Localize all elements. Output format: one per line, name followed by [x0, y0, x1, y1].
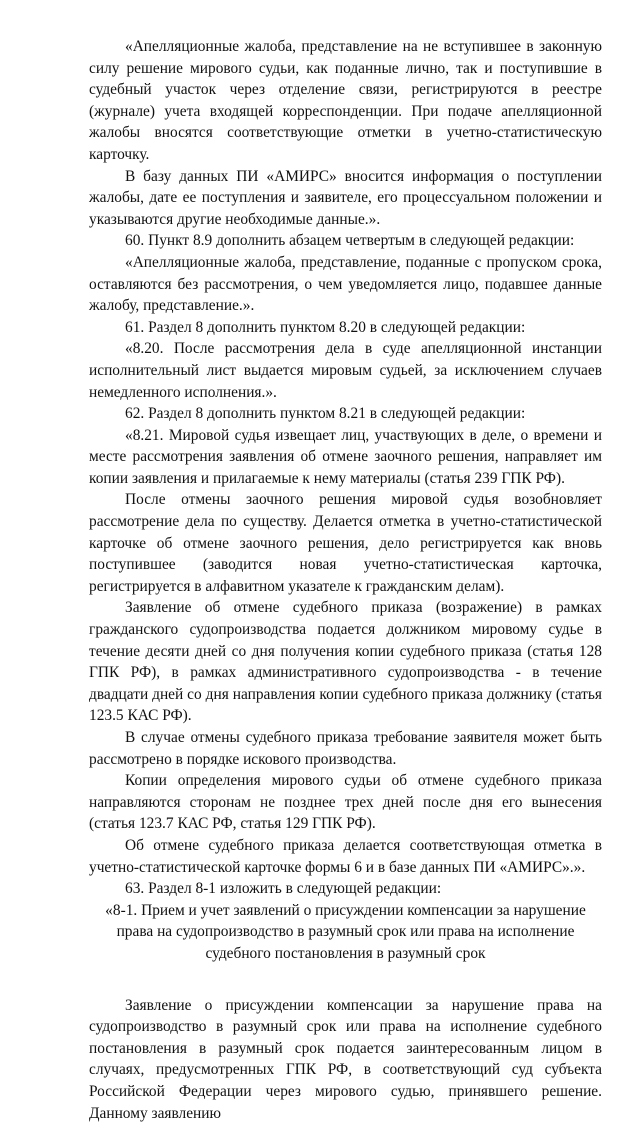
- paragraph: «8.20. После рассмотрения дела в суде апелляционной инстанции исполнительный лист выдается мировым судьей, за исключением случаев немедленного исполнения.».: [89, 340, 602, 401]
- paragraph: Копии определения мирового судьи об отмене судебного приказа направляются сторонам не позднее трех дней после дня его вынесения (статья 123.7 КАС РФ, статья 129 ГПК РФ).: [89, 772, 602, 833]
- paragraph: 60. Пункт 8.9 дополнить абзацем четвертым в следующей редакции:: [125, 232, 575, 250]
- final-paragraph: Заявление о присуждении компенсации за нарушение права на судопроизводство в разумный срок или права на исполнение судебного постановления в разумный срок подается заинтересованным лицом в случаях, предусмотренных ГПК РФ, в соответствующий суд субъекта Российской Федерации через мирового судью, принявшего решение. Данному заявлению: [89, 996, 602, 1122]
- paragraph: В базу данных ПИ «АМИРС» вносится информация о поступлении жалобы, дате ее поступления и заявителе, его процессуальном положении и указываются другие необходимые данные.».: [89, 167, 602, 228]
- paragraph: Об отмене судебного приказа делается соответствующая отметка в учетно-статистической карточке формы 6 и в базе данных ПИ «АМИРС».».: [89, 836, 602, 876]
- paragraph: «Апелляционные жалоба, представление, поданные с пропуском срока, оставляются без рассмотрения, о чем уведомляется лицо, подавшее данные жалобу, представление.».: [89, 253, 602, 315]
- paragraph: 63. Раздел 8-1 изложить в следующей редакции:: [125, 880, 442, 898]
- paragraph: После отмены заочного решения мировой судья возобновляет рассмотрение дела по существу. Делается отметка в учетно-статистической карточке об отмене заочного решения, дело регистрируется как вновь поступившее (заводится новая учетно-статистическая карточка, регистрируется в алфавитном указателе к гражданским делам).: [89, 491, 602, 595]
- paragraph: 62. Раздел 8 дополнить пунктом 8.21 в следующей редакции:: [125, 405, 526, 423]
- paragraph: В случае отмены судебного приказа требование заявителя может быть рассмотрено в порядке искового производства.: [89, 729, 602, 768]
- paragraph: 61. Раздел 8 дополнить пунктом 8.20 в следующей редакции:: [125, 318, 526, 336]
- paragraph: «Апелляционные жалоба, представление на не вступившее в законную силу решение мирового судьи, как поданные лично, так и поступившие в судебный участок через отделение связи, регистрируются в реестре (журнале) учета входящей корреспонденции. При подаче апелляционной жалобы вносятся соответствующие отметки в учетно-статистическую карточку.: [89, 38, 602, 163]
- paragraph: «8.21. Мировой судья извещает лиц, участвующих в деле, о времени и месте рассмотрения заявления об отмене заочного решения, направляет им копии заявления и прилагаемые к нему материалы (статья 239 ГПК РФ).: [89, 426, 602, 487]
- spacer: [89, 965, 602, 995]
- paragraph: Заявление об отмене судебного приказа (возражение) в рамках гражданского судопроизводства подается должником мировому судье в течение десяти дней со дня получения копии судебного приказа (статья 128 ГПК РФ), в рамках административного судопроизводства - в течение двадцати дней со дня направления копии судебного приказа должнику (статья 123.5 КАС РФ).: [89, 599, 602, 725]
- section-heading: «8-1. Прием и учет заявлений о присуждении компенсации за нарушение права на судопроизводство в разумный срок или права на исполнение судебного постановления в разумный срок: [105, 901, 586, 962]
